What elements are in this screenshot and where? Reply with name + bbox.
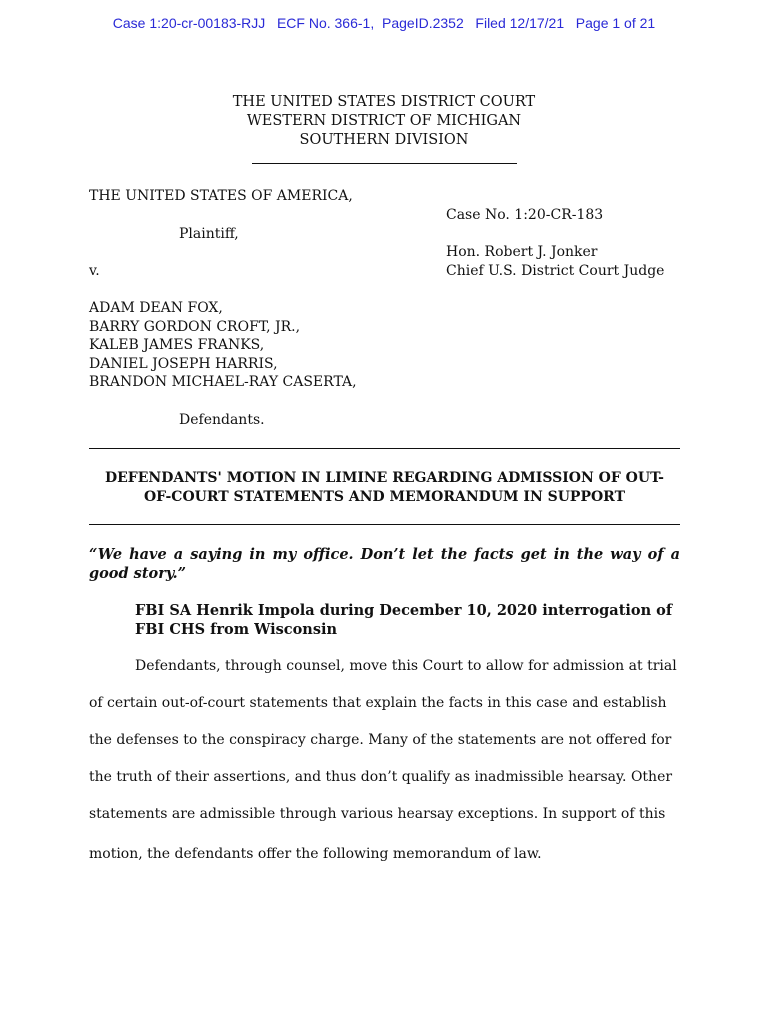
defendant-name: KALEB JAMES FRANKS, — [89, 337, 265, 353]
court-divider — [252, 163, 517, 164]
epigraph-quote: “We have a saying in my office. Don’t let the facts get in the way of a good story.” — [89, 546, 680, 582]
body-line: motion, the defendants offer the following memorandum of law. — [89, 846, 542, 862]
body-line: the defenses to the conspiracy charge. Many of the statements are not offered for — [89, 732, 672, 748]
defendant-list — [89, 299, 357, 392]
defendant-name: BARRY GORDON CROFT, JR., — [89, 318, 301, 335]
court-district: WESTERN DISTRICT OF MICHIGAN — [246, 113, 522, 129]
ecf-header: Case 1:20-cr-00183-RJJ ECF No. 366-1, PageID.2352 Filed 12/17/21 Page 1 of 21 — [112, 15, 656, 31]
motion-title-line: DEFENDANTS' MOTION IN LIMINE REGARDING ADMISSION OF OUT- — [104, 470, 664, 486]
defendants-role: Defendants. — [179, 412, 265, 428]
court-division: SOUTHERN DIVISION — [299, 132, 469, 148]
defendant-name: DANIEL JOSEPH HARRIS, — [89, 355, 278, 372]
caption-rule-bottom — [89, 524, 680, 525]
court-name: THE UNITED STATES DISTRICT COURT — [232, 94, 536, 110]
versus: v. — [89, 263, 100, 279]
motion-title-line: OF-COURT STATEMENTS AND MEMORANDUM IN SUPPORT — [143, 489, 625, 505]
body-line: of certain out-of-court statements that explain the facts in this case and establish — [89, 695, 667, 711]
defendant-name: BRANDON MICHAEL-RAY CASERTA, — [89, 374, 357, 390]
judge-title: Chief U.S. District Court Judge — [446, 263, 665, 279]
plaintiff-role: Plaintiff, — [179, 226, 239, 242]
epigraph-attribution: FBI SA Henrik Impola during December 10, 2020 interrogation of FBI CHS from Wisconsin — [135, 602, 673, 638]
caption-rule-top — [89, 448, 680, 449]
body-line: statements are admissible through various hearsay exceptions. In support of this — [89, 806, 666, 822]
plaintiff-name: THE UNITED STATES OF AMERICA, — [89, 188, 353, 204]
motion-title — [89, 469, 680, 507]
case-number: Case No. 1:20-CR-183 — [446, 207, 604, 223]
body-line: the truth of their assertions, and thus don’t qualify as inadmissible hearsay. Other — [89, 769, 673, 785]
body-line: Defendants, through counsel, move this Court to allow for admission at trial — [135, 658, 677, 674]
judge-name: Hon. Robert J. Jonker — [446, 244, 598, 260]
court-heading — [0, 93, 768, 150]
defendant-name: ADAM DEAN FOX, — [89, 300, 223, 316]
